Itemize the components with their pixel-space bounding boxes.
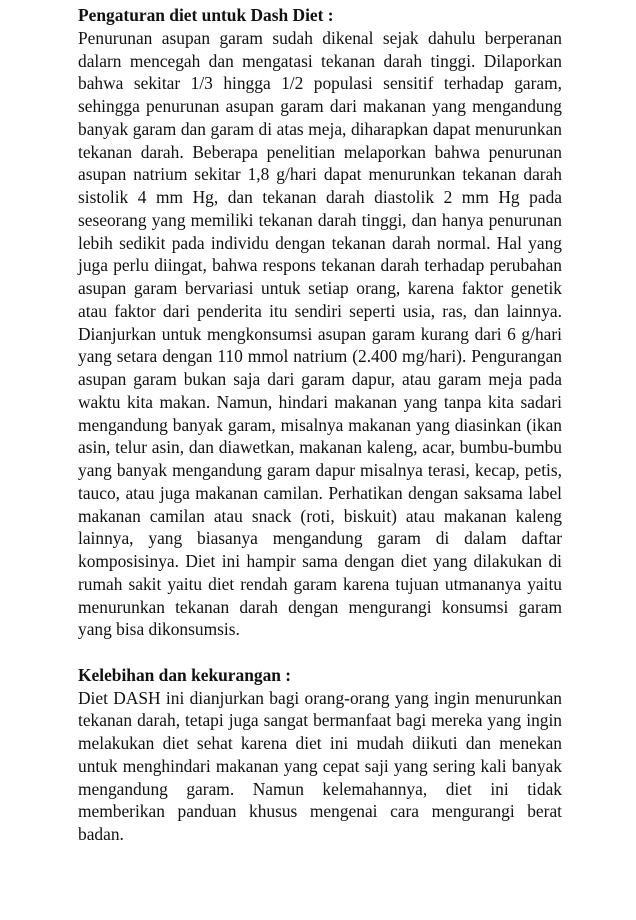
section-pros-cons (78, 664, 562, 846)
section-spacer (78, 641, 562, 664)
section-diet-guidelines (78, 4, 562, 641)
document-page (78, 4, 562, 846)
paragraph-pros-cons: Diet DASH ini dianjurkan bagi orang-orang yang ingin menurunkan tekanan darah, tetapi juga sangat bermanfaat bagi mereka yang ingin melakukan diet sehat karena diet ini mudah diikuti dan menekan untuk menghindari makanan yang cepat saji yang sering kali banyak mengandung garam. Namun kelemahannya, diet ini tidak memberikan panduan khusus mengenai cara mengurangi berat badan. (78, 687, 562, 844)
section-title-pros-cons: Kelebihan dan kekurangan : (78, 664, 292, 685)
section-title-diet-guidelines: Pengaturan diet untuk Dash Diet : (78, 5, 334, 25)
paragraph-diet-guidelines: Penurunan asupan garam sudah dikenal sejak dahulu berperanan dalarn mencegah dan mengatasi tekanan darah tinggi. Dilaporkan bahwa sekitar 1/3 hingga 1/2 populasi sensitif terhadap garam, sehingga penurunan asupan garam dari makanan yang mengandung banyak garam dan garam di atas meja, diharapkan dapat menurunkan tekanan darah. Beberapa penelitian melaporkan bahwa penurunan asupan natrium sekitar 1,8 g/hari dapat menurunkan tekanan darah sistolik 4 mm Hg, dan tekanan darah diastolik 2 mm Hg pada seseorang yang memiliki tekanan darah tinggi, dan hanya penurunan lebih sedikit pada individu dengan tekanan darah normal. Hal yang juga perlu diingat, bahwa respons tekanan darah terhadap perubahan asupan garam bervariasi untuk setiap orang, karena faktor genetik atau faktor dari penderita itu sendiri seperti usia, ras, dan lainnya. Dianjurkan untuk mengkonsumsi asupan garam kurang dari 6 g/hari yang setara dengan 110 mmol natrium (2.400 mg/hari). Pengurangan asupan garam bukan saja dari garam dapur, atau garam meja pada waktu kita makan. Namun, hindari makanan yang tanpa kita sadari mengandung banyak garam, misalnya makanan yang diasinkan (ikan asin, telur asin, dan diawetkan, makanan kaleng, acar, bumbu-bumbu yang banyak mengandung garam dapur misalnya terasi, kecap, petis, tauco, atau juga makanan camilan. Perhatikan dengan saksama label makanan camilan atau snack (roti, biskuit) atau makanan kaleng lainnya, yang biasanya mengandung garam di dalam daftar komposisinya. Diet ini hampir sama dengan diet yang dilakukan di rumah sakit yaitu diet rendah garam karena tujuan utmananya yaitu menurunkan tekanan darah dengan mengurangi konsumsi garam yang bisa dikonsumsis. (78, 27, 562, 640)
